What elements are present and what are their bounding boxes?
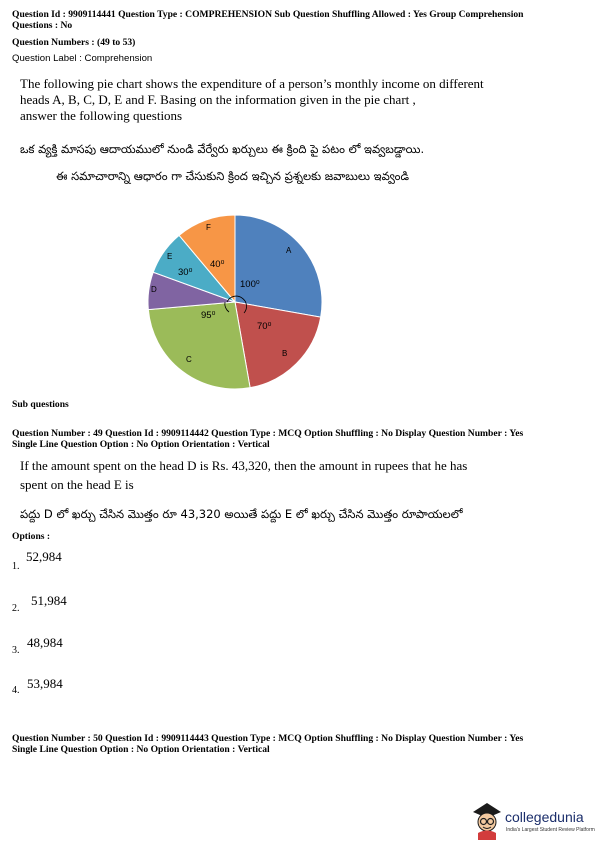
option-1-value[interactable]: 52,984 (26, 549, 62, 564)
slice-letter-c: C (186, 355, 192, 364)
slice-letter-a: A (286, 246, 292, 255)
option-4-number: 4. (12, 685, 20, 696)
angle-label-f: 40⁰ (210, 259, 225, 270)
q49-meta-line1: Question Number : 49 Question Id : 9909114442 Question Type : MCQ Option Shuffling : No Display Question Number : Yes (12, 428, 524, 439)
logo-mascot-icon (470, 800, 504, 840)
slice-letter-d: D (151, 285, 157, 294)
sub-questions-label: Sub questions (12, 399, 69, 410)
pie-slice-c (148, 302, 250, 389)
question-numbers: Question Numbers : (49 to 53) (12, 37, 136, 48)
passage-en-line2: heads A, B, C, D, E and F. Basing on the information given in the pie chart , (20, 92, 416, 107)
slice-letter-b: B (282, 349, 288, 358)
q49-text-en-line2: spent on the head E is (20, 477, 134, 492)
slice-letter-e: E (167, 252, 173, 261)
slice-letter-f: F (206, 223, 211, 232)
passage-en-line3: answer the following questions (20, 108, 183, 123)
option-1-number: 1. (12, 561, 20, 572)
option-3-value[interactable]: 48,984 (27, 635, 63, 650)
q49-meta-line2: Single Line Question Option : No Option Orientation : Vertical (12, 439, 270, 450)
passage-te-line1: ఒక వ్యక్తి మాసపు ఆదాయములో నుండి వేర్వేరు ఖర్చులు ఈ క్రింది పై పటం లో ఇవ్వబడ్డాయి. (20, 142, 425, 156)
option-2-number: 2. (12, 603, 20, 614)
option-3-number: 3. (12, 645, 20, 656)
question-header-line1: Question Id : 9909114441 Question Type : COMPREHENSION Sub Question Shuffling Allowed : Yes Group Comprehension (12, 9, 524, 20)
angle-label-e: 30⁰ (178, 267, 193, 278)
pie-slice-a (235, 215, 322, 317)
logo-name: collegedunia (505, 809, 584, 825)
q49-options-label: Options : (12, 531, 51, 542)
collegedunia-logo (470, 800, 595, 840)
angle-label-a: 100⁰ (240, 279, 260, 290)
q50-meta-line1: Question Number : 50 Question Id : 9909114443 Question Type : MCQ Option Shuffling : No Display Question Number : Yes (12, 733, 524, 744)
pie-chart (130, 205, 340, 395)
question-header-line2: Questions : No (12, 20, 73, 31)
passage-te-line2: ఈ సమాచారాన్ని ఆధారం గా చేసుకుని క్రింద ఇచ్చిన ప్రశ్నలకు జవాబులు ఇవ్వండి (56, 169, 409, 183)
option-4-value[interactable]: 53,984 (27, 676, 63, 691)
pie-slices (148, 215, 322, 389)
q49-text-en-line1: If the amount spent on the head D is Rs. 43,320, then the amount in rupees that he has (20, 458, 468, 473)
question-label: Question Label : Comprehension (12, 53, 153, 64)
angle-label-c: 95⁰ (201, 310, 216, 321)
logo-tagline: India's Largest Student Review Platform (506, 827, 595, 833)
q49-text-te-line1: పద్దు D లో ఖర్చు చేసిన మొత్తం రూ 43,320 అయితే పద్దు E లో ఖర్చు చేసిన మొత్తం రూపాయలలో (20, 507, 463, 521)
angle-label-b: 70⁰ (257, 321, 272, 332)
passage-en-line1: The following pie chart shows the expenditure of a person’s monthly income on different (20, 76, 484, 91)
q50-meta-line2: Single Line Question Option : No Option Orientation : Vertical (12, 744, 270, 755)
option-2-value[interactable]: 51,984 (31, 593, 67, 608)
